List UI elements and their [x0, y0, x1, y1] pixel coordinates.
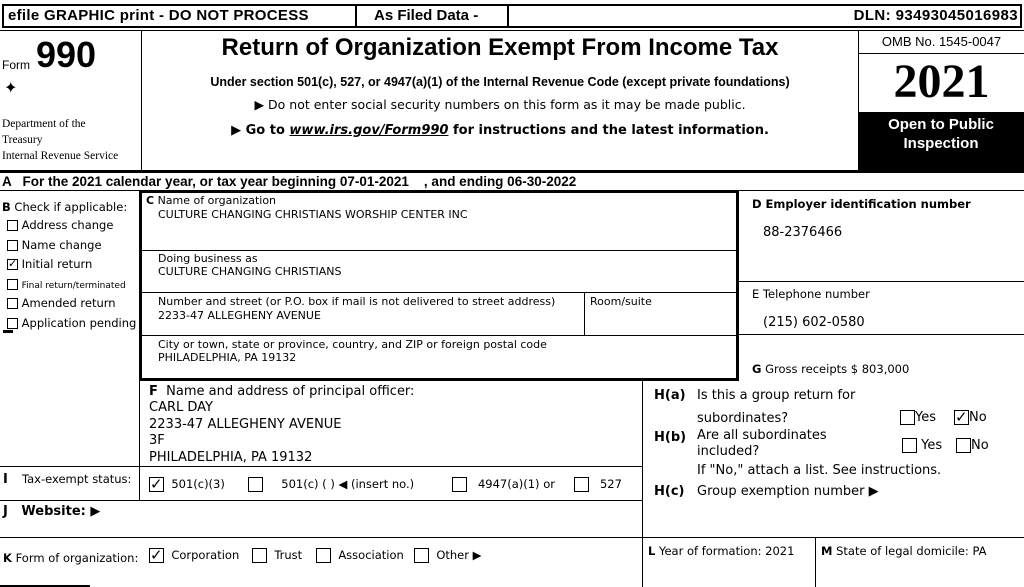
goto-suffix: for instructions and the latest information. — [448, 123, 769, 138]
officer-city: PHILADELPHIA, PA 19132 — [149, 449, 313, 465]
hc-key: H(c) — [654, 484, 685, 499]
ssn-notice: ▶ Do not enter social security numbers on this form as it may be made public. — [254, 97, 746, 112]
i-label-divider — [139, 466, 140, 500]
other-label: Other ▶ — [436, 548, 482, 562]
hb-key: H(b) — [654, 430, 687, 445]
department-line-1: Department of the — [2, 118, 86, 130]
k-top-line — [0, 537, 1024, 538]
line-a-top — [0, 170, 1024, 173]
lm-divider — [815, 537, 816, 587]
address-change-checkbox[interactable] — [7, 220, 18, 231]
group-exemption: Group exemption number ▶ — [697, 484, 879, 499]
org-name: CULTURE CHANGING CHRISTIANS WORSHIP CENTER INC — [158, 208, 468, 221]
form-title: Return of Organization Exempt From Income Tax — [221, 34, 779, 61]
ha-no-checkbox[interactable] — [954, 410, 969, 425]
website-label: J Website: ▶ — [3, 504, 101, 519]
ha-yes-label: Yes — [915, 410, 936, 425]
fh-divider — [642, 381, 643, 587]
city-label: City or town, state or province, country, and ZIP or foreign postal code — [158, 338, 547, 351]
officer-label — [149, 384, 414, 399]
tax-year: 2021 — [893, 55, 990, 108]
status-501c3-label: 501(c)(3) — [171, 477, 225, 491]
c-divider-1 — [142, 250, 736, 251]
state-of-domicile: M State of legal domicile: PA — [821, 544, 987, 558]
amended-return-checkbox[interactable] — [7, 298, 18, 309]
hb-text-2: included? — [697, 444, 760, 459]
status-527-option[interactable] — [574, 477, 622, 492]
banner-divider-1 — [355, 4, 357, 28]
ein-value: 88-2376466 — [763, 225, 843, 240]
form-subtitle: Under section 501(c), 527, or 4947(a)(1) of the Internal Revenue Code (except private foundations) — [210, 75, 790, 89]
c-divider-2 — [142, 292, 736, 293]
department-name — [2, 116, 118, 164]
room-suite-label: Room/suite — [590, 295, 652, 308]
officer-name: CARL DAY — [149, 400, 213, 415]
street-address: 2233-47 ALLEGHENY AVENUE — [158, 309, 321, 322]
checkbox-row-application-pending[interactable] — [7, 316, 136, 336]
efile-label: efile GRAPHIC print - DO NOT PROCESS — [8, 7, 309, 24]
trust-checkbox[interactable] — [252, 548, 267, 563]
i-letter: I — [3, 472, 8, 487]
corporation-checkbox[interactable] — [149, 548, 164, 563]
status-501c-option[interactable] — [248, 477, 414, 492]
hb-yes-option[interactable] — [902, 438, 942, 453]
j-top-line — [0, 500, 643, 501]
section-b-list — [7, 218, 136, 335]
ein-label: D Employer identification number — [752, 197, 971, 211]
ha-no-label: No — [969, 410, 987, 425]
application-pending-checkbox[interactable] — [7, 318, 18, 329]
phone-label: E Telephone number — [752, 287, 870, 301]
eg-divider — [739, 334, 1024, 335]
officer-unit: 3F — [149, 433, 165, 448]
corporation-option[interactable] — [149, 548, 239, 563]
hb-no-option[interactable] — [956, 438, 989, 453]
officer-label-text: Name and address of principal officer: — [166, 384, 415, 399]
c-divider-3 — [142, 335, 736, 336]
application-pending-label: Application pending — [21, 315, 137, 330]
tax-exempt-label: Tax-exempt status: — [22, 472, 132, 486]
trust-option[interactable] — [252, 548, 302, 563]
amended-return-label: Amended return — [21, 296, 116, 310]
form-word: Form — [2, 58, 30, 72]
status-501c-checkbox[interactable] — [248, 477, 263, 492]
street-label: Number and street (or P.O. box if mail is not delivered to street address) — [158, 295, 556, 308]
address-change-label: Address change — [21, 218, 114, 232]
ha-text-2: subordinates? — [697, 411, 789, 426]
year-of-formation: L Year of formation: 2021 — [648, 544, 795, 558]
status-501c3-option[interactable] — [149, 477, 225, 492]
form-number: 990 — [36, 34, 97, 75]
de-divider — [739, 281, 1024, 282]
checkbox-row-initial-return[interactable] — [7, 257, 136, 277]
org-form-label: K Form of organization: — [3, 551, 139, 565]
irs-eagle-icon: ✦ — [4, 78, 18, 97]
org-name-label: C Name of organization — [146, 194, 277, 207]
section-b-title: B Check if applicable: — [2, 200, 128, 214]
status-527-label: 527 — [599, 477, 622, 491]
open-to-public — [858, 112, 1024, 170]
dln-label: DLN: 93493045016983 — [853, 7, 1018, 24]
checkbox-row-amended-return[interactable] — [7, 296, 136, 316]
status-4947-checkbox[interactable] — [452, 477, 467, 492]
dba-label: Doing business as — [158, 252, 258, 265]
ha-yes-option[interactable] — [900, 410, 936, 425]
gross-receipts: G Gross receipts $ 803,000 — [752, 362, 910, 376]
ha-yes-checkbox[interactable] — [900, 410, 915, 425]
name-change-checkbox[interactable] — [7, 240, 18, 251]
name-change-label: Name change — [21, 237, 102, 252]
checkbox-row-address-change[interactable] — [7, 218, 136, 238]
status-501c-label: 501(c) ( ) ◀ (insert no.) — [281, 477, 415, 491]
banner-divider-2 — [507, 4, 509, 28]
phone-value: (215) 602-0580 — [763, 315, 865, 330]
section-b-marker — [3, 330, 13, 333]
department-line-2: Treasury — [2, 134, 43, 146]
open-line-1: Open to Public — [888, 116, 994, 133]
other-checkbox[interactable] — [414, 548, 429, 563]
status-4947-label: 4947(a)(1) or — [477, 477, 555, 491]
hb-no-label: No — [971, 438, 989, 453]
association-label: Association — [338, 548, 404, 562]
hb-text-1: Are all subordinates — [697, 428, 827, 443]
officer-letter: F — [149, 384, 158, 399]
goto-prefix: ▶ Go to — [231, 123, 290, 138]
checkbox-row-name-change[interactable] — [7, 238, 136, 258]
tax-year-line: A For the 2021 calendar year, or tax year beginning 07-01-2021 , and ending 06-30-2022 — [2, 174, 577, 189]
ha-no-option[interactable] — [954, 410, 987, 425]
hb-yes-label: Yes — [921, 438, 943, 453]
status-527-checkbox[interactable] — [574, 477, 589, 492]
trust-label: Trust — [274, 548, 303, 562]
room-divider — [584, 292, 585, 335]
final-return-checkbox[interactable] — [7, 279, 18, 290]
initial-return-checkbox[interactable] — [7, 259, 18, 270]
hb-yes-checkbox[interactable] — [902, 438, 917, 453]
city-state-zip: PHILADELPHIA, PA 19132 — [158, 351, 297, 364]
ha-key: H(a) — [654, 388, 686, 403]
other-option[interactable] — [414, 548, 481, 563]
i-top-line — [0, 466, 643, 467]
officer-address — [149, 400, 342, 466]
officer-street: 2233-47 ALLEGHENY AVENUE — [149, 416, 342, 432]
omb-number: OMB No. 1545-0047 — [881, 34, 1002, 49]
dba-name: CULTURE CHANGING CHRISTIANS — [158, 265, 342, 278]
status-501c3-checkbox[interactable] — [149, 477, 164, 492]
as-filed-label: As Filed Data - — [374, 7, 479, 24]
goto-line — [142, 123, 858, 138]
final-return-label: Final return/terminated — [21, 280, 126, 291]
hb-no-checkbox[interactable] — [956, 438, 971, 453]
status-4947-option[interactable] — [452, 477, 555, 492]
header-top-line — [0, 30, 1024, 31]
association-checkbox[interactable] — [316, 548, 331, 563]
checkbox-row-final-return[interactable] — [7, 277, 136, 297]
ha-text-1: Is this a group return for — [697, 388, 856, 403]
association-option[interactable] — [316, 548, 404, 563]
f-left-border — [139, 381, 140, 466]
department-line-3: Internal Revenue Service — [2, 150, 119, 162]
initial-return-label: Initial return — [21, 257, 93, 271]
irs-link[interactable]: www.irs.gov/Form990 — [289, 123, 449, 138]
open-line-2: Inspection — [903, 135, 979, 152]
hb-note: If "No," attach a list. See instructions. — [697, 463, 942, 478]
corporation-label: Corporation — [171, 548, 240, 562]
